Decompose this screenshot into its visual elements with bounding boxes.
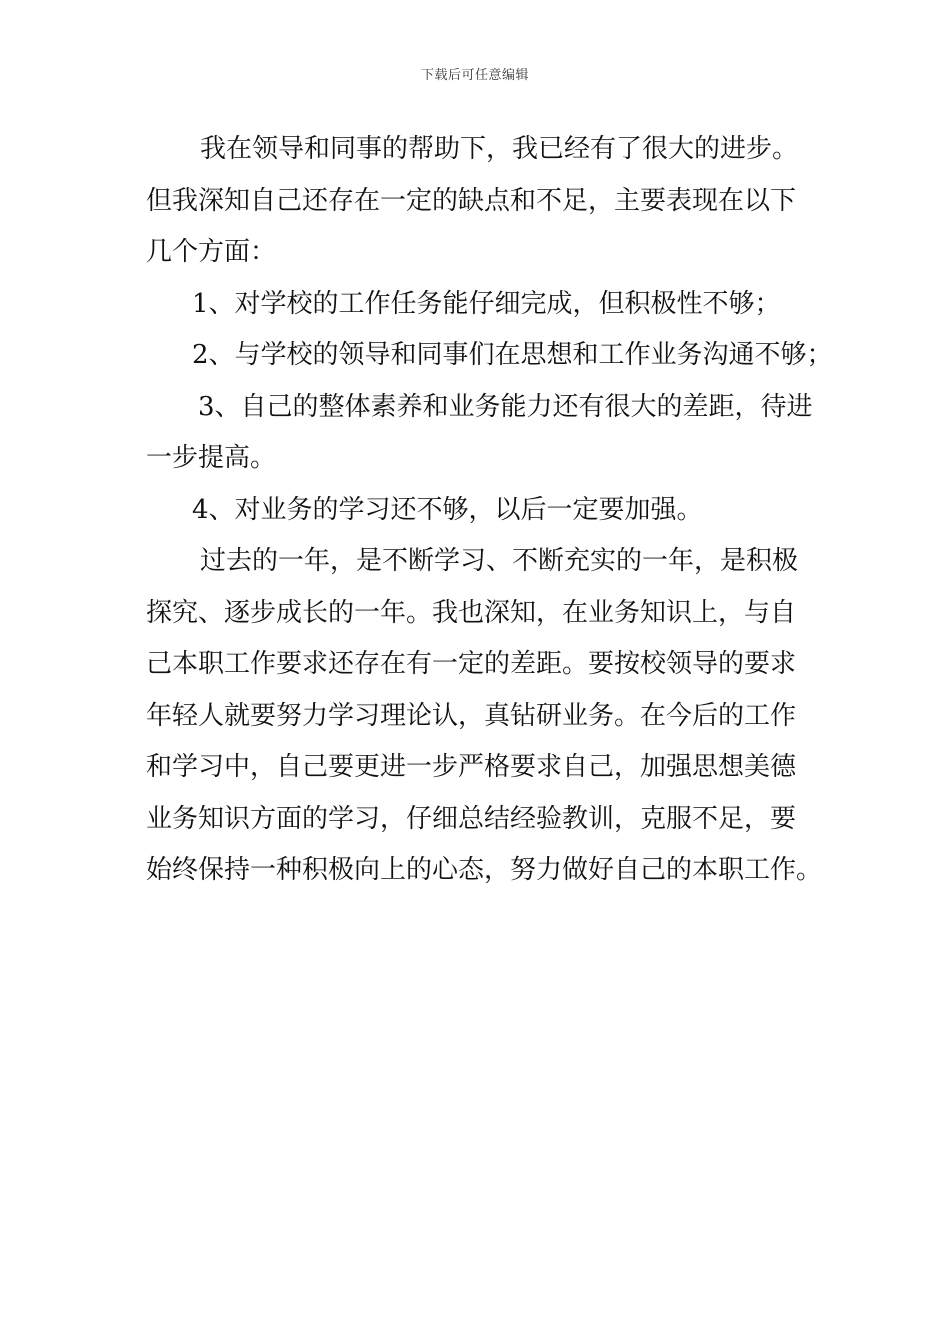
text-line: 一步提高。 — [146, 443, 277, 473]
text-line: 过去的一年，是不断学习、不断充实的一年，是积极 — [200, 546, 799, 576]
text-line: 和学习中，自己要更进一步严格要求自己，加强思想美德 — [146, 752, 797, 782]
list-item: 3、自己的整体素养和业务能力还有很大的差距，待进 — [198, 391, 813, 422]
text-line: 己本职工作要求还存在有一定的差距。要按校领导的要求 — [146, 649, 797, 679]
text-line: 探究、逐步成长的一年。我也深知，在业务知识上，与自 — [146, 597, 797, 628]
list-item: 1、对学校的工作任务能仔细完成，但积极性不够； — [192, 288, 781, 319]
text-line: 始终保持一种积极向上的心态，努力做好自己的本职工作。 — [146, 855, 823, 885]
text-line: 几个方面： — [146, 237, 277, 267]
list-item: 2、与学校的领导和同事们在思想和工作业务沟通不够； — [192, 340, 833, 370]
text-line: 业务知识方面的学习，仔细总结经验教训，克服不足，要 — [146, 803, 797, 834]
document-body — [146, 124, 833, 897]
text-line: 年轻人就要努力学习理论认，真钻研业务。在今后的工作 — [146, 700, 797, 731]
page-header-note: 下载后可任意编辑 — [420, 68, 529, 83]
text-line: 但我深知自己还存在一定的缺点和不足，主要表现在以下 — [146, 185, 797, 216]
list-item: 4、对业务的学习还不够，以后一定要加强。 — [192, 494, 703, 525]
text-line: 我在领导和同事的帮助下，我已经有了很大的进步。 — [200, 134, 799, 164]
